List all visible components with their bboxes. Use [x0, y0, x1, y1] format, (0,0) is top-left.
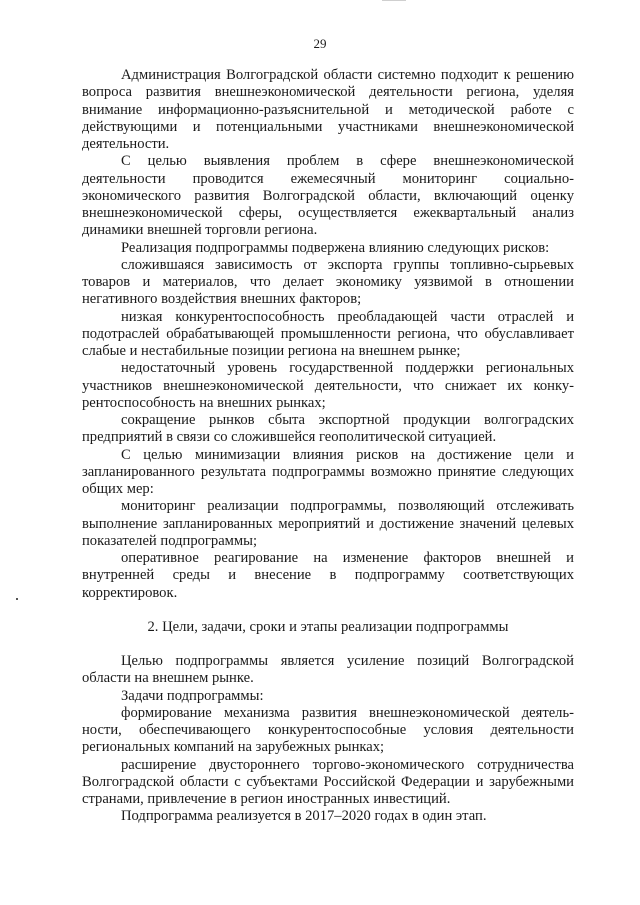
- task-item: расширение двустороннего торгово-экономического сотрудничества Волгоградской области с субъектами Российской Федерации и зарубежными странами, привлечение в регион иностранных инвестиций.: [82, 756, 574, 807]
- risk-item: сложившаяся зависимость от экспорта группы топливно-сырьевых товаров и материалов, что делает экономику уязвимой в отношении негативного воздействия внешних факторов;: [82, 256, 574, 308]
- scan-speck: [16, 598, 18, 600]
- paragraph: Реализация подпрограммы подвержена влиянию следующих рисков:: [121, 239, 550, 256]
- document-body: [82, 67, 574, 826]
- paragraph: Целью подпрограммы является усиление позиций Волгоградской области на внешнем рынке.: [82, 653, 574, 687]
- paragraph: Задачи подпрограммы:: [121, 687, 264, 704]
- page-number: 29: [313, 36, 327, 51]
- paragraph: С целью выявления проблем в сфере внешнеэкономической деятельности проводится ежемесячный мониторинг социально-экономического развития Волгоградской области, включающий оценку внешнеэкономической сферы, осуществляется ежеквартальный анализ динамики внешней торговли региона.: [82, 153, 574, 239]
- scan-artifact-line: [382, 0, 406, 1]
- paragraph: Администрация Волгоградской области системно подходит к решению вопроса развития внешнеэкономической деятельности региона, уделяя внимание информационно-разъяснительной и методической работе с действующими и потенциальными участниками внешнеэкономической деятельности.: [82, 67, 574, 152]
- measure-item: оперативное реагирование на изменение факторов внешней и внутренней среды и внесение в подпрограмму соответствующих корректировок.: [82, 550, 574, 601]
- paragraph: Подпрограмма реализуется в 2017–2020 годах в один этап.: [121, 808, 487, 825]
- risk-item: недостаточный уровень государственной поддержки региональных участников внешнеэкономической деятельности, что снижает их конкурентоспособность на внешних рынках;: [82, 360, 574, 411]
- paragraph: С целью минимизации влияния рисков на достижение цели и запланированного результата подпрограммы возможно принятие следующих общих мер:: [82, 446, 574, 497]
- risk-item: низкая конкурентоспособность преобладающей части отраслей и подотраслей обрабатывающей промышленности региона, что обуславливает слабые и нестабильные позиции региона на внешнем рынке;: [82, 308, 574, 359]
- risk-item: сокращение рынков сбыта экспортной продукции волгоградских предприятий в связи со сложившейся геополитической ситуацией.: [82, 412, 574, 446]
- section-heading: 2. Цели, задачи, сроки и этапы реализации подпрограммы: [147, 618, 509, 635]
- measure-item: мониторинг реализации подпрограммы, позволяющий отслеживать выполнение запланированных мероприятий и достижение значений целевых показателей подпрограммы;: [82, 498, 574, 549]
- task-item: формирование механизма развития внешнеэкономической деятельности, обеспечивающего конкурентоспособные условия деятельности региональных компаний на зарубежных рынках;: [82, 704, 574, 756]
